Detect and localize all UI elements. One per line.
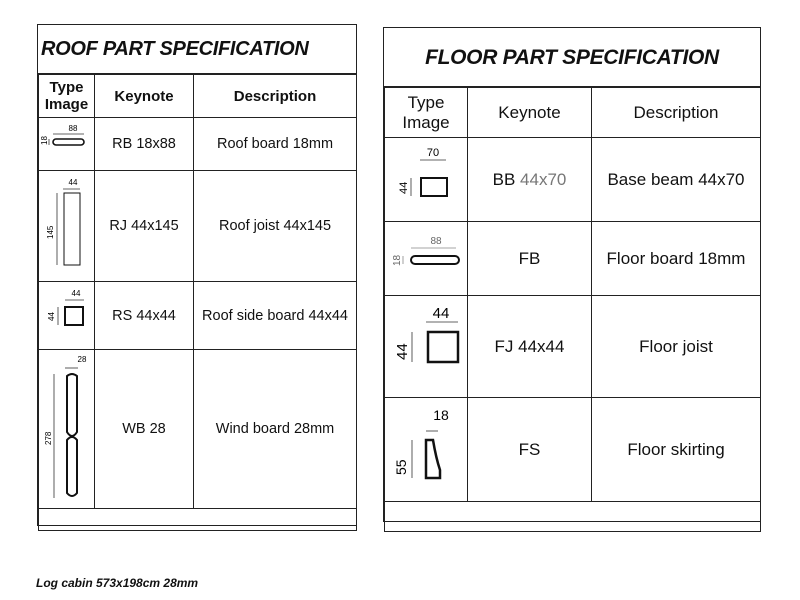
table-row: [39, 282, 357, 350]
header-type-image: Type Image: [39, 75, 95, 118]
keynote-cell: RB 18x88: [95, 118, 194, 171]
table-row: [385, 222, 761, 296]
header-description: Description: [592, 88, 761, 138]
roof-spec-panel: [37, 24, 357, 526]
dim-label: 44: [398, 181, 410, 194]
dim-label: 88: [430, 236, 442, 247]
roof-joist-profile-drawing: [40, 171, 94, 277]
document-footer-caption: Log cabin 573x198cm 28mm: [36, 576, 199, 590]
base-beam-profile-drawing: [386, 138, 466, 216]
type-image-cell: [385, 138, 468, 222]
type-image-cell: [39, 282, 95, 350]
keynote-suffix: 44x70: [520, 169, 567, 189]
table-row: [385, 138, 761, 222]
dim-label: 44: [46, 311, 56, 321]
header-type-image: Type Image: [385, 88, 468, 138]
type-image-cell: [385, 222, 468, 296]
keynote-cell: [468, 138, 592, 222]
table-header-row: [39, 75, 357, 118]
dim-label: 44: [394, 343, 411, 360]
dim-label: 44: [432, 305, 450, 322]
keynote-cell: RS 44x44: [95, 282, 194, 350]
type-image-cell: [385, 398, 468, 502]
description-cell: Floor joist: [592, 296, 761, 398]
dim-label: 278: [43, 431, 53, 445]
dim-label: 44: [71, 288, 80, 298]
type-image-cell: [39, 171, 95, 282]
description-cell: Floor board 18mm: [592, 222, 761, 296]
roof-spec-title: ROOF PART SPECIFICATION: [38, 25, 356, 74]
table-row: [385, 296, 761, 398]
dim-label: 70: [426, 147, 440, 159]
roof-board-profile-drawing: [40, 118, 94, 166]
table-row-empty: [39, 509, 357, 531]
table-row-empty: [385, 502, 761, 532]
floor-spec-panel: [383, 27, 761, 522]
table-row: [39, 118, 357, 171]
dim-label: 28: [77, 355, 86, 364]
dim-label: 145: [45, 225, 55, 239]
keynote-prefix: BB: [492, 169, 521, 189]
description-cell: Roof side board 44x44: [194, 282, 357, 350]
keynote-cell: FB: [468, 222, 592, 296]
table-row: [39, 350, 357, 509]
keynote-cell: FJ 44x44: [468, 296, 592, 398]
floor-joist-profile-drawing: [386, 296, 466, 392]
description-cell: Base beam 44x70: [592, 138, 761, 222]
description-cell: Floor skirting: [592, 398, 761, 502]
table-row: [385, 398, 761, 502]
dim-label: 55: [393, 459, 409, 475]
floor-spec-title: FLOOR PART SPECIFICATION: [384, 28, 760, 87]
header-keynote: Keynote: [95, 75, 194, 118]
header-keynote: Keynote: [468, 88, 592, 138]
type-image-cell: [39, 118, 95, 171]
dim-label: 18: [392, 254, 403, 266]
roof-side-board-profile-drawing: [40, 283, 94, 345]
wind-board-profile-drawing: [40, 350, 94, 504]
roof-spec-table: [38, 74, 357, 531]
floor-spec-table: [384, 87, 761, 532]
description-cell: Roof board 18mm: [194, 118, 357, 171]
table-header-row: [385, 88, 761, 138]
dim-label: 44: [68, 178, 77, 187]
type-image-cell: [385, 296, 468, 398]
dim-label: 18: [433, 407, 449, 423]
keynote-cell: RJ 44x145: [95, 171, 194, 282]
keynote-cell: WB 28: [95, 350, 194, 509]
type-image-cell: [39, 350, 95, 509]
description-cell: Wind board 28mm: [194, 350, 357, 509]
table-row: [39, 171, 357, 282]
keynote-cell: FS: [468, 398, 592, 502]
dim-label: 88: [68, 124, 77, 133]
description-cell: Roof joist 44x145: [194, 171, 357, 282]
dim-label: 18: [39, 136, 49, 145]
header-description: Description: [194, 75, 357, 118]
floor-skirting-profile-drawing: [386, 398, 466, 496]
floor-board-profile-drawing: [386, 222, 466, 290]
